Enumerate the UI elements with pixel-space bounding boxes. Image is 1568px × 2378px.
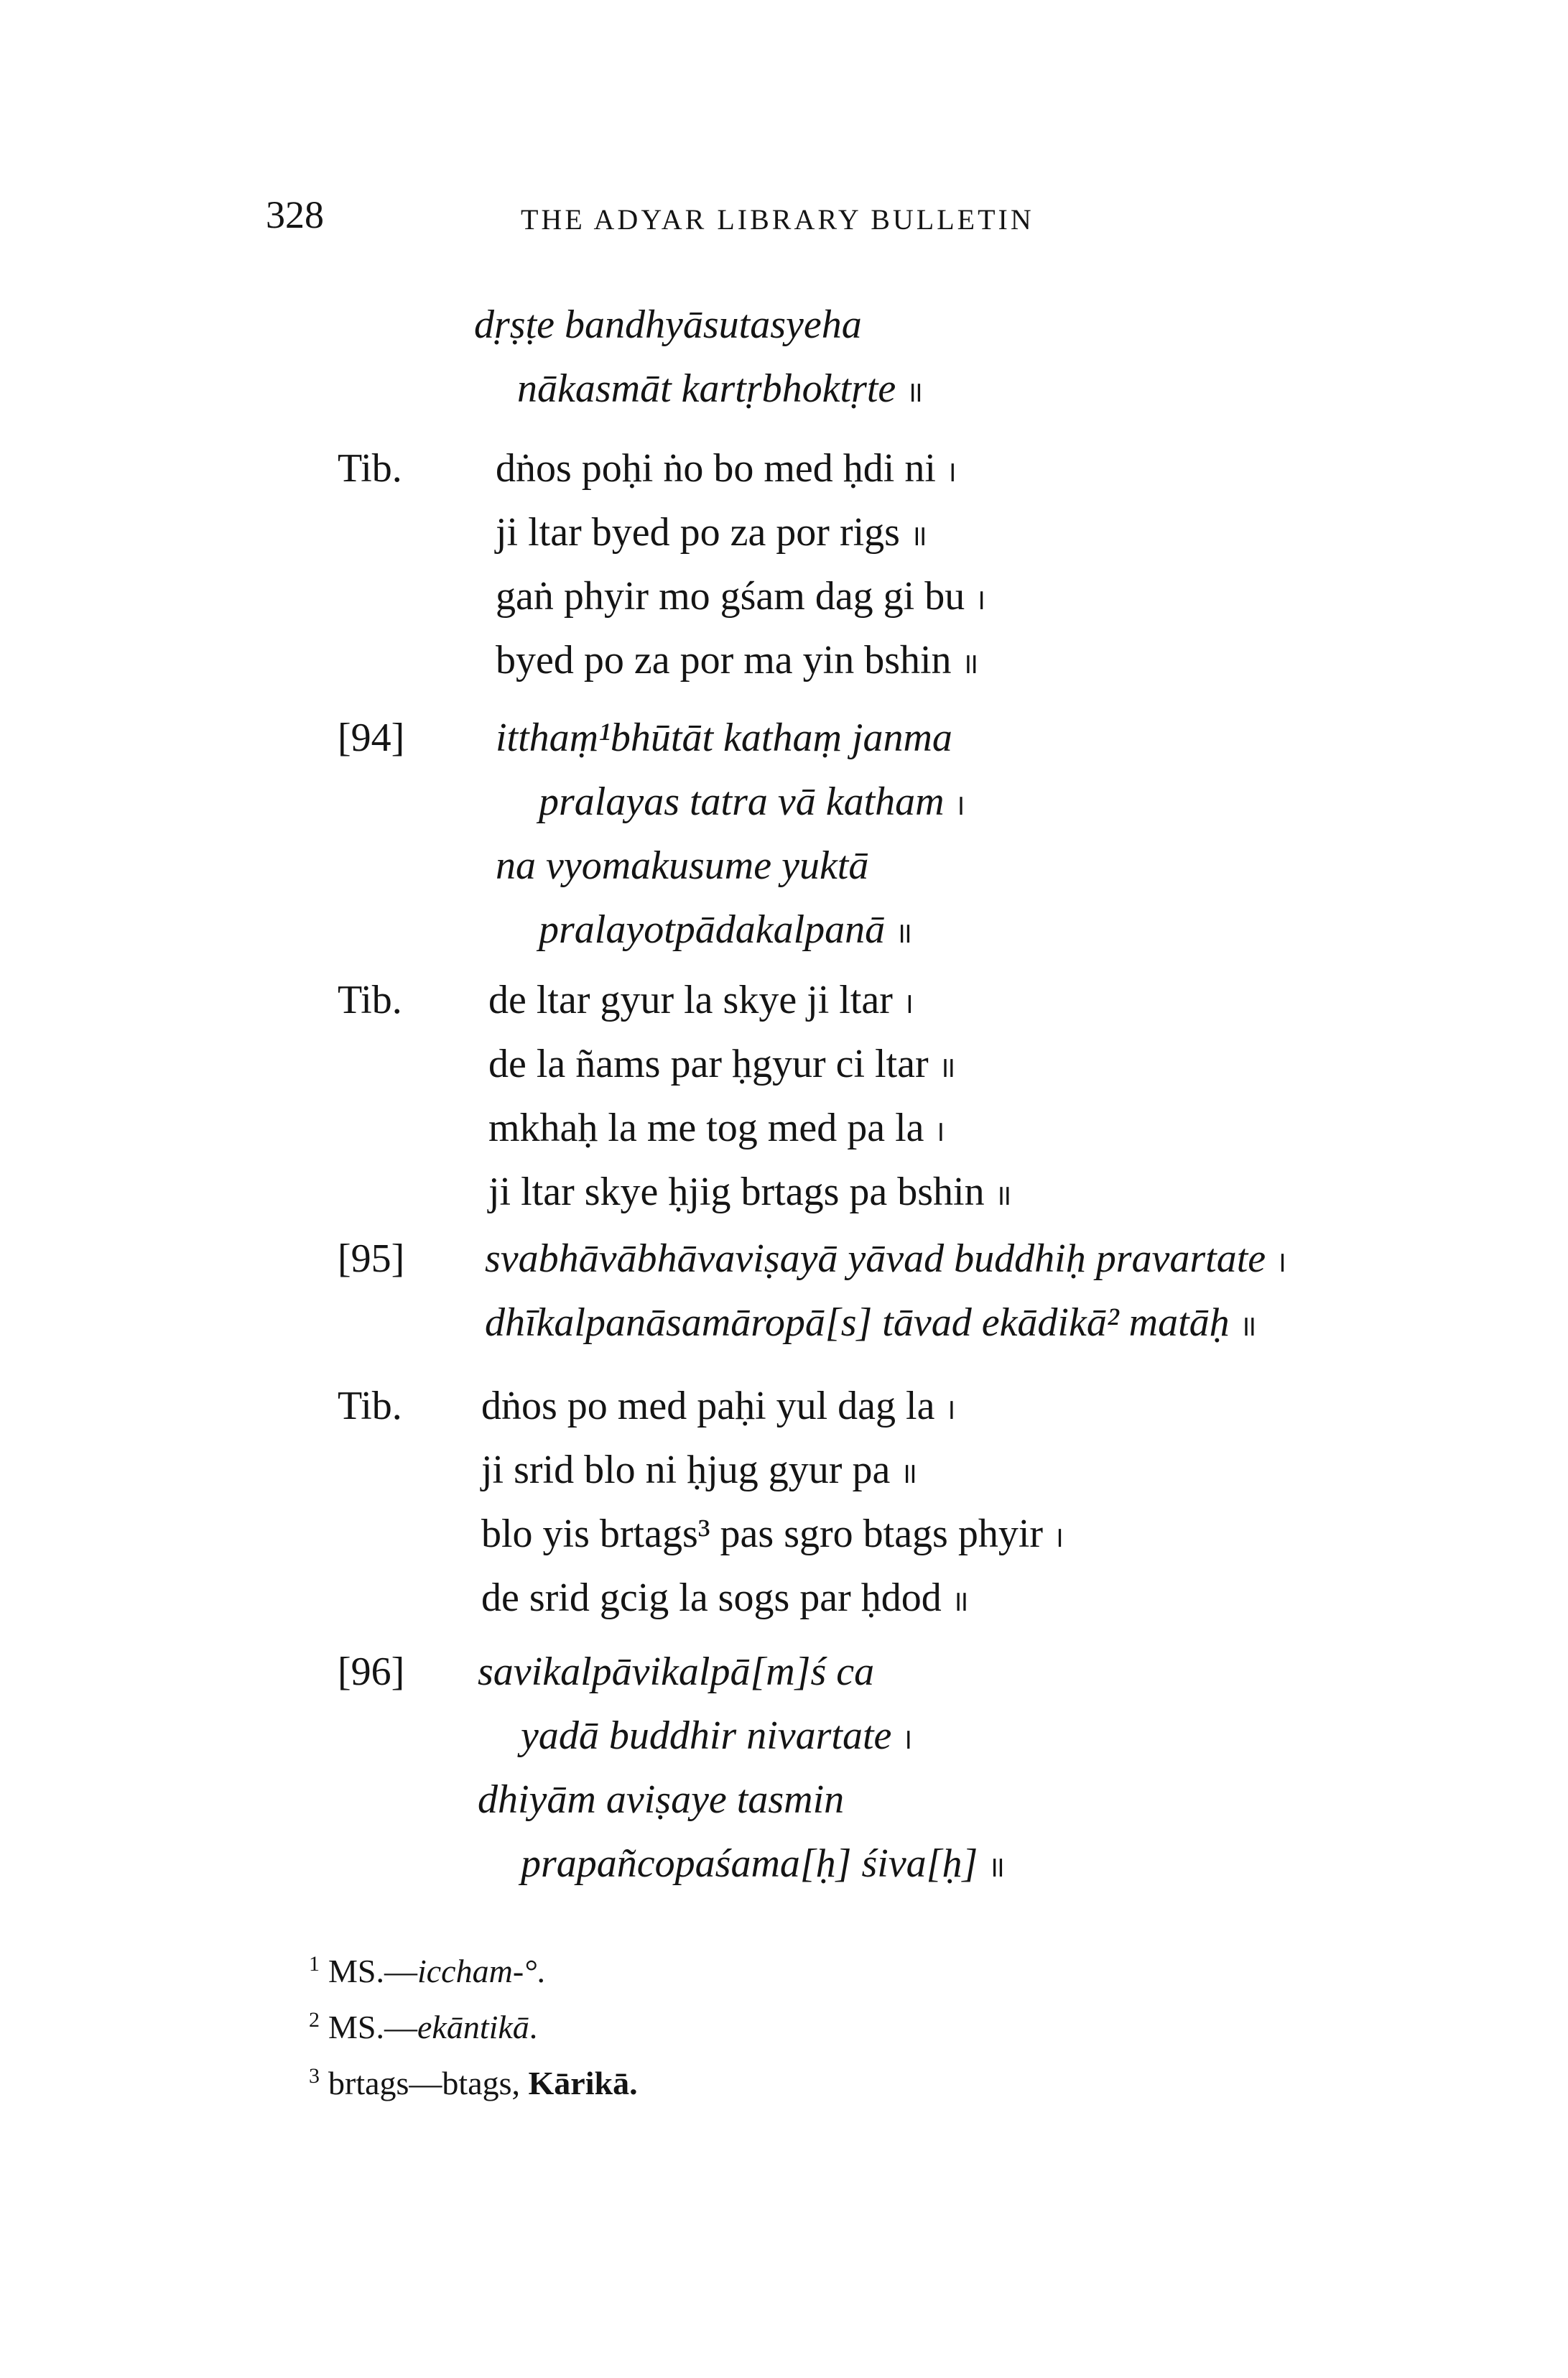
tibetan-label: Tib. bbox=[338, 446, 402, 491]
verse-continuation bbox=[474, 295, 923, 422]
verse-line: blo yis brtags³ pas sgro btags phyir । bbox=[481, 1512, 1064, 1556]
verse-number: [94] bbox=[338, 716, 405, 760]
verse-line: dhiyām aviṣaye tasmin bbox=[478, 1777, 845, 1822]
verse-line: nākasmāt kartṛbhoktṛte ॥ bbox=[517, 366, 924, 411]
footnote-mark: 2 bbox=[309, 2008, 320, 2032]
sanskrit-verse bbox=[496, 708, 965, 963]
verse-line: savikalpāvikalpā[m]ś ca bbox=[478, 1650, 875, 1694]
verse-number: [95] bbox=[338, 1236, 405, 1281]
verse-line: dṛṣṭe bandhyāsutasyeha bbox=[474, 302, 862, 347]
footnotes bbox=[309, 1940, 638, 2108]
page-header bbox=[266, 193, 1171, 250]
verse-number: [96] bbox=[338, 1650, 405, 1694]
sanskrit-verse bbox=[485, 1229, 1286, 1356]
footnote: $^2$ MS.—ekāntikā. bbox=[309, 2008, 538, 2045]
footnote: $^1$ MS.—iccham-°. bbox=[309, 1952, 546, 1989]
verse-line: ji srid blo ni ḥjug gyur pa ॥ bbox=[481, 1448, 918, 1492]
verse-line: itthaṃ¹bhūtāt kathaṃ janma bbox=[496, 716, 952, 760]
tibetan-verse bbox=[488, 970, 1012, 1226]
page-number: 328 bbox=[266, 193, 324, 236]
verse-line: na vyomakusume yuktā bbox=[496, 843, 869, 888]
tibetan-label: Tib. bbox=[338, 978, 402, 1022]
verse-line: ji ltar skye ḥjig brtags pa bshin ॥ bbox=[488, 1170, 1012, 1214]
verse-line: dhīkalpanāsamāropā[s] tāvad ekādikā² matāḥ ॥ bbox=[485, 1300, 1257, 1345]
tibetan-verse bbox=[496, 438, 985, 694]
footnote-mark: 1 bbox=[309, 1952, 320, 1976]
verse-line: de ltar gyur la skye ji ltar । bbox=[488, 978, 914, 1022]
verse-line: dṅos poḥi ṅo bo med ḥdi ni । bbox=[496, 446, 957, 491]
footnote: $^3$ brtags—btags, Kārikā. bbox=[309, 2064, 638, 2101]
verse-line: dṅos po med paḥi yul dag la । bbox=[481, 1384, 956, 1428]
verse-line: byed po za por ma yin bshin ॥ bbox=[496, 638, 979, 683]
verse-line: de srid gcig la sogs par ḥdod ॥ bbox=[481, 1576, 969, 1620]
verse-line: mkhaḥ la me tog med pa la । bbox=[488, 1106, 945, 1150]
footnote-mark: 3 bbox=[309, 2064, 320, 2088]
verse-line: gaṅ phyir mo gśam dag gi bu । bbox=[496, 574, 986, 619]
verse-line: ji ltar byed po za por rigs ॥ bbox=[496, 510, 927, 555]
tibetan-verse bbox=[481, 1376, 1064, 1632]
running-title: THE ADYAR LIBRARY BULLETIN bbox=[521, 203, 1034, 236]
verse-line: prapañcopaśama[ḥ] śiva[ḥ] ॥ bbox=[521, 1841, 1006, 1886]
verse-line: pralayas tatra vā katham । bbox=[539, 779, 965, 824]
verse-line: de la ñams par ḥgyur ci ltar ॥ bbox=[488, 1042, 956, 1086]
sanskrit-verse bbox=[478, 1642, 1005, 1897]
verse-line: svabhāvābhāvaviṣayā yāvad buddhiḥ pravartate । bbox=[485, 1236, 1287, 1281]
verse-line: pralayotpādakalpanā ॥ bbox=[539, 907, 913, 952]
verse-line: yadā buddhir nivartate । bbox=[521, 1713, 913, 1758]
tibetan-label: Tib. bbox=[338, 1384, 402, 1428]
